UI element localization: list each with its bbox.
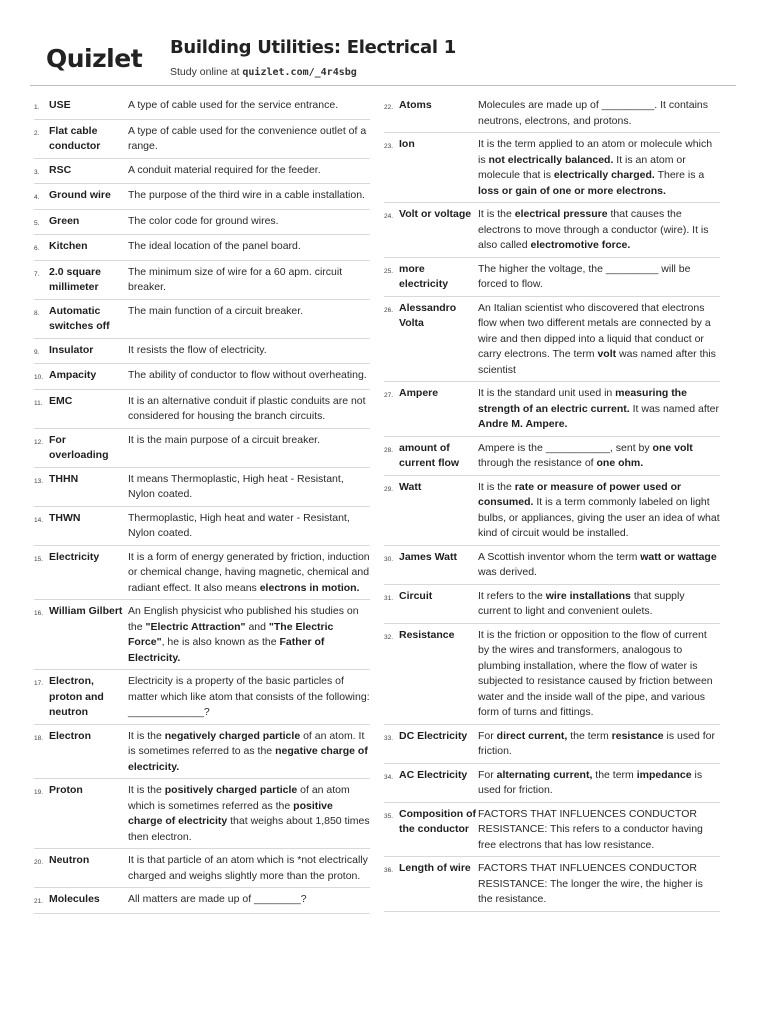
card-term: EMC bbox=[49, 394, 73, 407]
card-term: Green bbox=[49, 214, 80, 227]
card-number: 12. bbox=[34, 438, 44, 446]
card-definition: An English physicist who published his studies on the "Electric Attraction" and "The Electric Force", he is also known as the Father of Electricity. bbox=[128, 605, 359, 664]
card-definition: The main function of a circuit breaker. bbox=[128, 304, 304, 317]
card-term: Atoms bbox=[399, 99, 432, 111]
card-definition: For direct current, the term resistance is used for friction. bbox=[478, 729, 715, 757]
card-row bbox=[34, 779, 370, 849]
card-row bbox=[384, 94, 720, 133]
card-number: 31. bbox=[384, 594, 394, 602]
card-term: Watt bbox=[399, 480, 422, 493]
card-term: Neutron bbox=[49, 854, 90, 866]
card-row bbox=[384, 258, 720, 297]
card-term: amount of current flow bbox=[399, 441, 460, 469]
card-row bbox=[34, 546, 370, 601]
card-term: Composition of the conductor bbox=[399, 807, 476, 835]
card-definition: Electricity is a property of the basic particles of matter which like atom that consists of the following: _____________? bbox=[128, 675, 370, 718]
card-term: Electron, proton and neutron bbox=[49, 675, 104, 718]
card-term: DC Electricity bbox=[399, 729, 468, 742]
card-definition: It is the rate or measure of power used or consumed. It is a term commonly labeled on light bulbs, or appliances, giving the user an idea of what kind of circuit would be installed. bbox=[478, 480, 720, 539]
card-definition: A type of cable used for the service entrance. bbox=[128, 99, 339, 111]
card-number: 27. bbox=[384, 392, 394, 399]
card-row bbox=[384, 133, 720, 203]
card-row bbox=[34, 339, 370, 365]
card-number: 21. bbox=[34, 898, 44, 905]
card-term: Electron bbox=[49, 729, 92, 742]
card-definition: An Italian scientist who discovered that electrons flow when two different metals are connected by a wire and then dipped into a liquid that conduct or carry electrons. The term volt was named after this scientist bbox=[478, 301, 716, 376]
card-definition: It is that particle of an atom which is *not electrically charged and weighs slightly more than the proton. bbox=[128, 854, 368, 882]
card-definition: Molecules are made up of _________. It contains neutrons, electrons, and protons. bbox=[478, 99, 708, 127]
card-number: 30. bbox=[384, 555, 394, 563]
card-number: 6. bbox=[34, 245, 40, 252]
card-number: 22. bbox=[384, 104, 394, 111]
card-definition: It is the standard unit used in measuring the strength of an electric current. It was named after Andre M. Ampere. bbox=[478, 387, 719, 430]
card-row bbox=[34, 364, 370, 390]
card-number: 1. bbox=[34, 104, 40, 111]
card-definition: It is an alternative conduit if plastic conduits are not considered for housing the branch circuits. bbox=[128, 394, 366, 422]
card-definition: It is a form of energy generated by friction, induction or chemical change, having magnetic, chemical and radiant effect. It also means electrons in motion. bbox=[128, 550, 370, 594]
card-number: 36. bbox=[384, 867, 394, 874]
card-definition: The ability of conductor to flow without overheating. bbox=[128, 369, 367, 381]
card-definition: For alternating current, the term impedance is used for friction. bbox=[478, 768, 703, 796]
card-row bbox=[34, 600, 370, 670]
card-term: Alessandro Volta bbox=[399, 301, 457, 329]
card-term: RSC bbox=[49, 163, 72, 176]
card-row bbox=[34, 849, 370, 888]
card-definition: All matters are made up of ________? bbox=[128, 893, 307, 905]
card-number: 32. bbox=[384, 633, 394, 641]
card-term: Proton bbox=[49, 784, 83, 796]
card-term: 2.0 square millimeter bbox=[49, 265, 101, 293]
card-term: Ampacity bbox=[49, 369, 97, 381]
card-number: 2. bbox=[34, 129, 40, 137]
card-row bbox=[384, 476, 720, 546]
card-definition: It means Thermoplastic, High heat - Resistant, Nylon coated. bbox=[128, 472, 344, 500]
card-term: AC Electricity bbox=[399, 768, 468, 781]
card-number: 5. bbox=[34, 219, 40, 227]
card-term: Electricity bbox=[49, 550, 100, 563]
card-row bbox=[384, 437, 720, 476]
card-term: Insulator bbox=[49, 343, 94, 356]
card-number: 24. bbox=[384, 213, 394, 220]
card-number: 13. bbox=[34, 477, 44, 485]
card-row bbox=[34, 210, 370, 236]
card-definition: The purpose of the third wire in a cable installation. bbox=[128, 189, 365, 201]
card-term: James Watt bbox=[399, 550, 457, 563]
card-definition: It resists the flow of electricity. bbox=[128, 343, 267, 356]
header-divider bbox=[30, 85, 736, 86]
card-definition: FACTORS THAT INFLUENCES CONDUCTOR RESISTANCE: The longer the wire, the higher is the resistance. bbox=[478, 862, 703, 905]
card-row bbox=[34, 507, 370, 546]
card-term: THWN bbox=[49, 511, 81, 524]
card-row bbox=[34, 94, 370, 120]
card-row bbox=[34, 300, 370, 339]
card-term: Resistance bbox=[399, 628, 455, 641]
card-term: Length of wire bbox=[399, 862, 471, 874]
card-definition: The color code for ground wires. bbox=[128, 214, 279, 227]
card-definition: It is the main purpose of a circuit breaker. bbox=[128, 433, 321, 446]
card-number: 28. bbox=[384, 446, 394, 454]
card-row bbox=[34, 184, 370, 210]
card-definition: A conduit material required for the feeder. bbox=[128, 163, 321, 176]
card-row bbox=[384, 546, 720, 585]
card-number: 11. bbox=[34, 399, 43, 407]
card-definition: It is the negatively charged particle of an atom. It is sometimes referred to as the negative charge of electricity. bbox=[128, 729, 368, 773]
card-number: 23. bbox=[384, 143, 394, 150]
card-number: 7. bbox=[34, 270, 40, 278]
card-row bbox=[384, 857, 720, 912]
card-row bbox=[34, 725, 370, 780]
card-term: USE bbox=[49, 99, 71, 111]
card-term: Ion bbox=[399, 138, 415, 150]
card-number: 25. bbox=[384, 267, 394, 275]
card-number: 34. bbox=[384, 773, 394, 781]
card-term: Flat cable conductor bbox=[49, 124, 101, 152]
card-term: Volt or voltage bbox=[399, 208, 472, 220]
card-number: 9. bbox=[34, 348, 40, 356]
card-definition: A type of cable used for the convenience outlet of a range. bbox=[128, 124, 367, 152]
card-row bbox=[384, 764, 720, 803]
card-definition: The minimum size of wire for a 60 apm. circuit breaker. bbox=[128, 265, 343, 293]
study-url-link[interactable]: quizlet.com/_4r4sbg bbox=[242, 67, 357, 78]
card-number: 3. bbox=[34, 168, 40, 176]
card-number: 18. bbox=[34, 734, 44, 742]
card-number: 8. bbox=[34, 309, 40, 317]
card-row bbox=[34, 429, 370, 468]
page-title: Building Utilities: Electrical 1 bbox=[170, 37, 456, 58]
card-row bbox=[384, 203, 720, 258]
card-definition: It is the electrical pressure that causes the electrons to move through a conductor (wire). It is also called electromotive force. bbox=[478, 208, 709, 251]
card-number: 19. bbox=[34, 789, 44, 796]
card-list-left bbox=[34, 94, 370, 914]
card-term: For overloading bbox=[49, 433, 109, 461]
card-row bbox=[34, 390, 370, 429]
page-header bbox=[0, 0, 768, 90]
card-term: William Gilbert bbox=[49, 605, 123, 617]
card-number: 10. bbox=[34, 374, 44, 381]
card-row bbox=[34, 670, 370, 725]
card-term: more electricity bbox=[399, 262, 449, 290]
study-prefix: Study online at bbox=[170, 66, 243, 78]
card-row bbox=[384, 382, 720, 437]
card-term: Automatic switches off bbox=[49, 304, 110, 332]
card-row bbox=[34, 261, 370, 300]
card-term: Circuit bbox=[399, 589, 433, 602]
card-definition: Thermoplastic, High heat and water - Resistant, Nylon coated. bbox=[128, 511, 350, 539]
card-number: 16. bbox=[34, 610, 44, 617]
card-number: 4. bbox=[34, 194, 40, 201]
card-number: 26. bbox=[384, 306, 394, 314]
card-row bbox=[384, 725, 720, 764]
card-definition: The higher the voltage, the _________ will be forced to flow. bbox=[478, 262, 691, 290]
card-definition: The ideal location of the panel board. bbox=[128, 240, 301, 252]
card-list-right bbox=[384, 94, 720, 912]
card-definition: A Scottish inventor whom the term watt or wattage was derived. bbox=[478, 550, 717, 578]
card-definition: It is the term applied to an atom or molecule which is not electrically balanced. It is an atom or molecule that is electrically charged. There is a loss or gain of one or more electrons. bbox=[478, 138, 713, 197]
card-term: Ampere bbox=[399, 387, 439, 399]
card-row bbox=[34, 120, 370, 159]
card-number: 17. bbox=[34, 680, 44, 687]
card-number: 33. bbox=[384, 734, 394, 742]
card-row bbox=[34, 159, 370, 185]
quizlet-logo: Quizlet bbox=[46, 44, 143, 73]
card-term: Kitchen bbox=[49, 240, 88, 252]
card-number: 15. bbox=[34, 555, 44, 563]
card-definition: It refers to the wire installations that supply current to light and convenient oulets. bbox=[478, 589, 685, 617]
card-row bbox=[384, 803, 720, 858]
card-definition: Ampere is the ___________, sent by one volt through the resistance of one ohm. bbox=[478, 441, 693, 469]
card-term: THHN bbox=[49, 472, 79, 485]
card-number: 20. bbox=[34, 859, 44, 866]
card-definition: It is the positively charged particle of an atom which is sometimes referred as the positive charge of electricity that weighs about 1,850 times then electron. bbox=[128, 784, 370, 843]
card-row bbox=[384, 297, 720, 383]
card-row bbox=[34, 888, 370, 914]
card-definition: It is the friction or opposition to the flow of current by the wires and transformers, analogous to plumbing installation, where the flow of water is subjected to resistance caused by friction between water and the inside wall of the pipe, and various form of turns and fittings. bbox=[478, 628, 713, 718]
card-row bbox=[384, 624, 720, 725]
card-term: Molecules bbox=[49, 893, 100, 905]
card-row bbox=[384, 585, 720, 624]
card-row bbox=[34, 468, 370, 507]
card-number: 29. bbox=[384, 485, 394, 493]
card-definition: FACTORS THAT INFLUENCES CONDUCTOR RESISTANCE: This refers to a conductor having free electrons that has low resistance. bbox=[478, 807, 703, 851]
study-line bbox=[170, 66, 357, 78]
card-term: Ground wire bbox=[49, 189, 111, 201]
card-row bbox=[34, 235, 370, 261]
card-number: 35. bbox=[384, 812, 394, 820]
card-number: 14. bbox=[34, 516, 44, 524]
